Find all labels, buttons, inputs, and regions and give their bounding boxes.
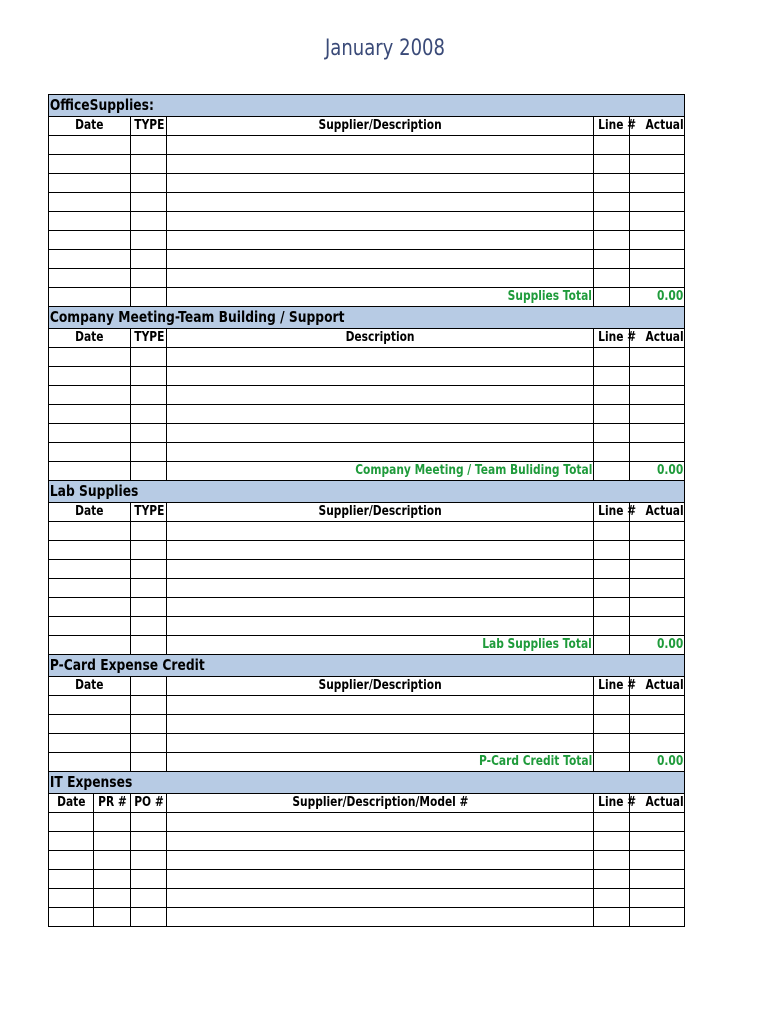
total-value: 0.00 (656, 637, 684, 652)
entry-cell[interactable] (594, 231, 630, 250)
entry-cell[interactable] (630, 405, 685, 424)
entry-cell[interactable] (131, 405, 167, 424)
entry-cell[interactable] (167, 136, 594, 155)
entry-cell[interactable] (594, 424, 630, 443)
entry-row (49, 405, 685, 424)
entry-cell[interactable] (594, 908, 630, 927)
entry-cell[interactable] (49, 174, 131, 193)
entry-row (49, 136, 685, 155)
entry-row (49, 212, 685, 231)
entry-cell[interactable] (594, 405, 630, 424)
entry-cell[interactable] (167, 889, 594, 908)
total-label: Supplies Total (507, 289, 593, 304)
entry-cell[interactable] (630, 386, 685, 405)
entry-cell[interactable] (49, 155, 131, 174)
entry-cell[interactable] (131, 522, 167, 541)
entry-cell[interactable] (131, 367, 167, 386)
entry-cell[interactable] (131, 617, 167, 636)
entry-cell[interactable] (594, 212, 630, 231)
entry-cell[interactable] (49, 870, 94, 889)
entry-cell[interactable] (594, 715, 630, 734)
entry-cell[interactable] (594, 560, 630, 579)
entry-cell[interactable] (167, 269, 594, 288)
entry-cell[interactable] (594, 870, 630, 889)
col-date: Date (75, 678, 104, 693)
col-actual: Actual (645, 678, 684, 693)
entry-cell[interactable] (49, 443, 131, 462)
entry-cell[interactable] (131, 696, 167, 715)
col-type: TYPE (134, 118, 165, 133)
entry-cell[interactable] (630, 541, 685, 560)
entry-cell[interactable] (630, 231, 685, 250)
entry-cell[interactable] (49, 598, 131, 617)
entry-cell[interactable] (594, 269, 630, 288)
column-header-row (49, 677, 685, 696)
col-description: Description (345, 330, 415, 345)
entry-cell[interactable] (131, 386, 167, 405)
entry-cell[interactable] (49, 813, 94, 832)
entry-row (49, 424, 685, 443)
entry-cell[interactable] (167, 908, 594, 927)
entry-cell[interactable] (131, 231, 167, 250)
entry-cell[interactable] (49, 560, 131, 579)
entry-cell[interactable] (49, 908, 94, 927)
entry-cell[interactable] (594, 367, 630, 386)
entry-cell[interactable] (49, 405, 131, 424)
entry-cell[interactable] (167, 231, 594, 250)
entry-cell[interactable] (131, 212, 167, 231)
entry-cell[interactable] (131, 813, 167, 832)
entry-row (49, 250, 685, 269)
entry-cell[interactable] (630, 851, 685, 870)
entry-cell[interactable] (49, 386, 131, 405)
entry-cell[interactable] (131, 560, 167, 579)
office-rows (49, 136, 685, 288)
section-header-office-supplies (49, 95, 685, 117)
column-header-row (49, 117, 685, 136)
entry-cell[interactable] (630, 136, 685, 155)
entry-cell[interactable] (594, 250, 630, 269)
entry-cell[interactable] (167, 696, 594, 715)
entry-row (49, 832, 685, 851)
entry-cell[interactable] (131, 851, 167, 870)
entry-cell[interactable] (167, 522, 594, 541)
col-date: Date (75, 118, 104, 133)
entry-cell[interactable] (49, 250, 131, 269)
entry-cell[interactable] (630, 193, 685, 212)
entry-cell[interactable] (49, 522, 131, 541)
entry-cell[interactable] (49, 193, 131, 212)
col-line-number: Line # (598, 118, 637, 133)
entry-cell[interactable] (94, 870, 131, 889)
col-actual: Actual (645, 330, 684, 345)
pcard-rows (49, 696, 685, 753)
entry-cell[interactable] (167, 424, 594, 443)
entry-cell[interactable] (49, 269, 131, 288)
entry-cell[interactable] (594, 136, 630, 155)
it-rows (49, 813, 685, 927)
entry-row (49, 193, 685, 212)
entry-cell[interactable] (49, 832, 94, 851)
total-row-office (49, 288, 685, 307)
entry-row (49, 541, 685, 560)
entry-cell[interactable] (94, 813, 131, 832)
entry-cell[interactable] (630, 443, 685, 462)
entry-row (49, 715, 685, 734)
entry-cell[interactable] (167, 443, 594, 462)
col-line-number: Line # (598, 504, 637, 519)
col-description: Supplier/Description (318, 118, 442, 133)
col-type: TYPE (134, 330, 165, 345)
col-description: Supplier/Description (318, 678, 442, 693)
entry-cell[interactable] (630, 908, 685, 927)
entry-cell[interactable] (49, 541, 131, 560)
entry-cell[interactable] (630, 870, 685, 889)
column-header-row (49, 329, 685, 348)
entry-cell[interactable] (49, 734, 131, 753)
entry-cell[interactable] (594, 443, 630, 462)
entry-row (49, 155, 685, 174)
total-row-meeting (49, 462, 685, 481)
entry-cell[interactable] (594, 386, 630, 405)
entry-row (49, 851, 685, 870)
total-value: 0.00 (656, 754, 684, 769)
entry-cell[interactable] (630, 598, 685, 617)
entry-row (49, 617, 685, 636)
section-title: OfficeSupplies: (49, 96, 154, 114)
section-title: Lab Supplies (49, 482, 139, 500)
entry-cell[interactable] (49, 715, 131, 734)
section-header-company-meeting (49, 307, 685, 329)
entry-row (49, 598, 685, 617)
total-row-lab (49, 636, 685, 655)
entry-cell[interactable] (131, 715, 167, 734)
entry-cell[interactable] (49, 851, 94, 870)
section-title: P-Card Expense Credit (49, 656, 205, 674)
entry-row (49, 386, 685, 405)
entry-cell[interactable] (131, 734, 167, 753)
entry-cell[interactable] (630, 579, 685, 598)
total-value: 0.00 (656, 463, 684, 478)
entry-cell[interactable] (594, 696, 630, 715)
meeting-rows (49, 348, 685, 462)
entry-cell[interactable] (94, 832, 131, 851)
col-date: Date (56, 795, 86, 810)
entry-cell[interactable] (594, 541, 630, 560)
entry-cell[interactable] (167, 560, 594, 579)
total-label: Lab Supplies Total (482, 637, 593, 652)
entry-cell[interactable] (167, 250, 594, 269)
lab-rows (49, 522, 685, 636)
col-pr-number: PR # (97, 795, 127, 810)
entry-cell[interactable] (131, 155, 167, 174)
entry-cell[interactable] (131, 174, 167, 193)
entry-cell[interactable] (167, 870, 594, 889)
entry-row (49, 269, 685, 288)
col-description: Supplier/Description/Model # (291, 795, 469, 810)
entry-row (49, 908, 685, 927)
entry-cell[interactable] (94, 851, 131, 870)
entry-row (49, 889, 685, 908)
section-title: IT Expenses (49, 773, 133, 791)
col-date: Date (75, 504, 104, 519)
entry-cell[interactable] (49, 212, 131, 231)
entry-cell[interactable] (630, 889, 685, 908)
entry-cell[interactable] (49, 617, 131, 636)
entry-cell[interactable] (167, 212, 594, 231)
entry-cell[interactable] (167, 174, 594, 193)
entry-cell[interactable] (630, 560, 685, 579)
entry-cell[interactable] (630, 155, 685, 174)
entry-cell[interactable] (594, 832, 630, 851)
section-header-lab-supplies (49, 481, 685, 503)
entry-cell[interactable] (167, 813, 594, 832)
col-actual: Actual (645, 795, 684, 810)
col-line-number: Line # (598, 678, 637, 693)
entry-row (49, 813, 685, 832)
entry-cell[interactable] (594, 348, 630, 367)
expense-table (48, 94, 685, 927)
entry-cell[interactable] (131, 908, 167, 927)
col-line-number: Line # (598, 795, 637, 810)
entry-row (49, 231, 685, 250)
entry-cell[interactable] (630, 715, 685, 734)
entry-cell[interactable] (167, 832, 594, 851)
entry-cell[interactable] (630, 250, 685, 269)
page-title: January 2008 (324, 36, 446, 61)
entry-cell[interactable] (49, 231, 131, 250)
entry-row (49, 870, 685, 889)
entry-cell[interactable] (49, 348, 131, 367)
col-actual: Actual (645, 118, 684, 133)
column-header-row (49, 503, 685, 522)
entry-cell[interactable] (167, 367, 594, 386)
entry-cell[interactable] (167, 193, 594, 212)
entry-cell[interactable] (594, 155, 630, 174)
entry-cell[interactable] (49, 136, 131, 155)
col-po-number: PO # (134, 795, 164, 810)
entry-cell[interactable] (131, 443, 167, 462)
total-label: P-Card Credit Total (478, 754, 593, 769)
entry-cell[interactable] (630, 522, 685, 541)
entry-cell[interactable] (630, 348, 685, 367)
entry-cell[interactable] (630, 269, 685, 288)
entry-cell[interactable] (594, 174, 630, 193)
section-header-pcard (49, 655, 685, 677)
entry-cell[interactable] (131, 136, 167, 155)
entry-cell[interactable] (594, 889, 630, 908)
entry-cell[interactable] (131, 541, 167, 560)
entry-row (49, 579, 685, 598)
entry-row (49, 734, 685, 753)
entry-cell[interactable] (167, 405, 594, 424)
total-row-pcard (49, 753, 685, 772)
entry-cell[interactable] (167, 579, 594, 598)
col-description: Supplier/Description (318, 504, 442, 519)
entry-row (49, 560, 685, 579)
total-label: Company Meeting / Team Buliding Total (355, 463, 593, 478)
entry-cell[interactable] (131, 424, 167, 443)
entry-cell[interactable] (630, 734, 685, 753)
entry-row (49, 443, 685, 462)
entry-cell[interactable] (131, 193, 167, 212)
entry-row (49, 174, 685, 193)
entry-row (49, 348, 685, 367)
col-line-number: Line # (598, 330, 637, 345)
entry-cell[interactable] (131, 889, 167, 908)
entry-cell[interactable] (131, 832, 167, 851)
entry-cell[interactable] (630, 617, 685, 636)
entry-cell[interactable] (167, 715, 594, 734)
entry-cell[interactable] (167, 155, 594, 174)
entry-cell[interactable] (167, 734, 594, 753)
entry-cell[interactable] (630, 174, 685, 193)
entry-cell[interactable] (630, 832, 685, 851)
entry-cell[interactable] (594, 851, 630, 870)
entry-cell[interactable] (594, 734, 630, 753)
total-value: 0.00 (656, 289, 684, 304)
entry-cell[interactable] (594, 193, 630, 212)
entry-cell[interactable] (49, 424, 131, 443)
entry-cell[interactable] (167, 617, 594, 636)
entry-cell[interactable] (49, 367, 131, 386)
entry-cell[interactable] (167, 851, 594, 870)
col-actual: Actual (645, 504, 684, 519)
entry-cell[interactable] (131, 579, 167, 598)
entry-cell[interactable] (131, 250, 167, 269)
entry-cell[interactable] (594, 598, 630, 617)
entry-cell[interactable] (94, 908, 131, 927)
entry-cell[interactable] (49, 696, 131, 715)
entry-cell[interactable] (630, 367, 685, 386)
entry-cell[interactable] (49, 579, 131, 598)
entry-cell[interactable] (167, 598, 594, 617)
section-title: Company Meeting-Team Building / Support (49, 308, 345, 326)
entry-cell[interactable] (131, 348, 167, 367)
entry-cell[interactable] (594, 579, 630, 598)
column-header-row (49, 794, 685, 813)
entry-cell[interactable] (630, 696, 685, 715)
entry-row (49, 522, 685, 541)
entry-cell[interactable] (131, 870, 167, 889)
section-header-it-expenses (49, 772, 685, 794)
entry-cell[interactable] (131, 598, 167, 617)
entry-cell[interactable] (630, 424, 685, 443)
entry-cell[interactable] (167, 386, 594, 405)
entry-cell[interactable] (131, 269, 167, 288)
entry-cell[interactable] (49, 889, 94, 908)
entry-row (49, 367, 685, 386)
entry-cell[interactable] (630, 212, 685, 231)
entry-row (49, 696, 685, 715)
entry-cell[interactable] (594, 813, 630, 832)
entry-cell[interactable] (630, 813, 685, 832)
entry-cell[interactable] (94, 889, 131, 908)
col-date: Date (75, 330, 104, 345)
entry-cell[interactable] (594, 617, 630, 636)
entry-cell[interactable] (594, 522, 630, 541)
entry-cell[interactable] (167, 541, 594, 560)
entry-cell[interactable] (167, 348, 594, 367)
col-type: TYPE (134, 504, 165, 519)
expense-sheet (48, 94, 684, 927)
